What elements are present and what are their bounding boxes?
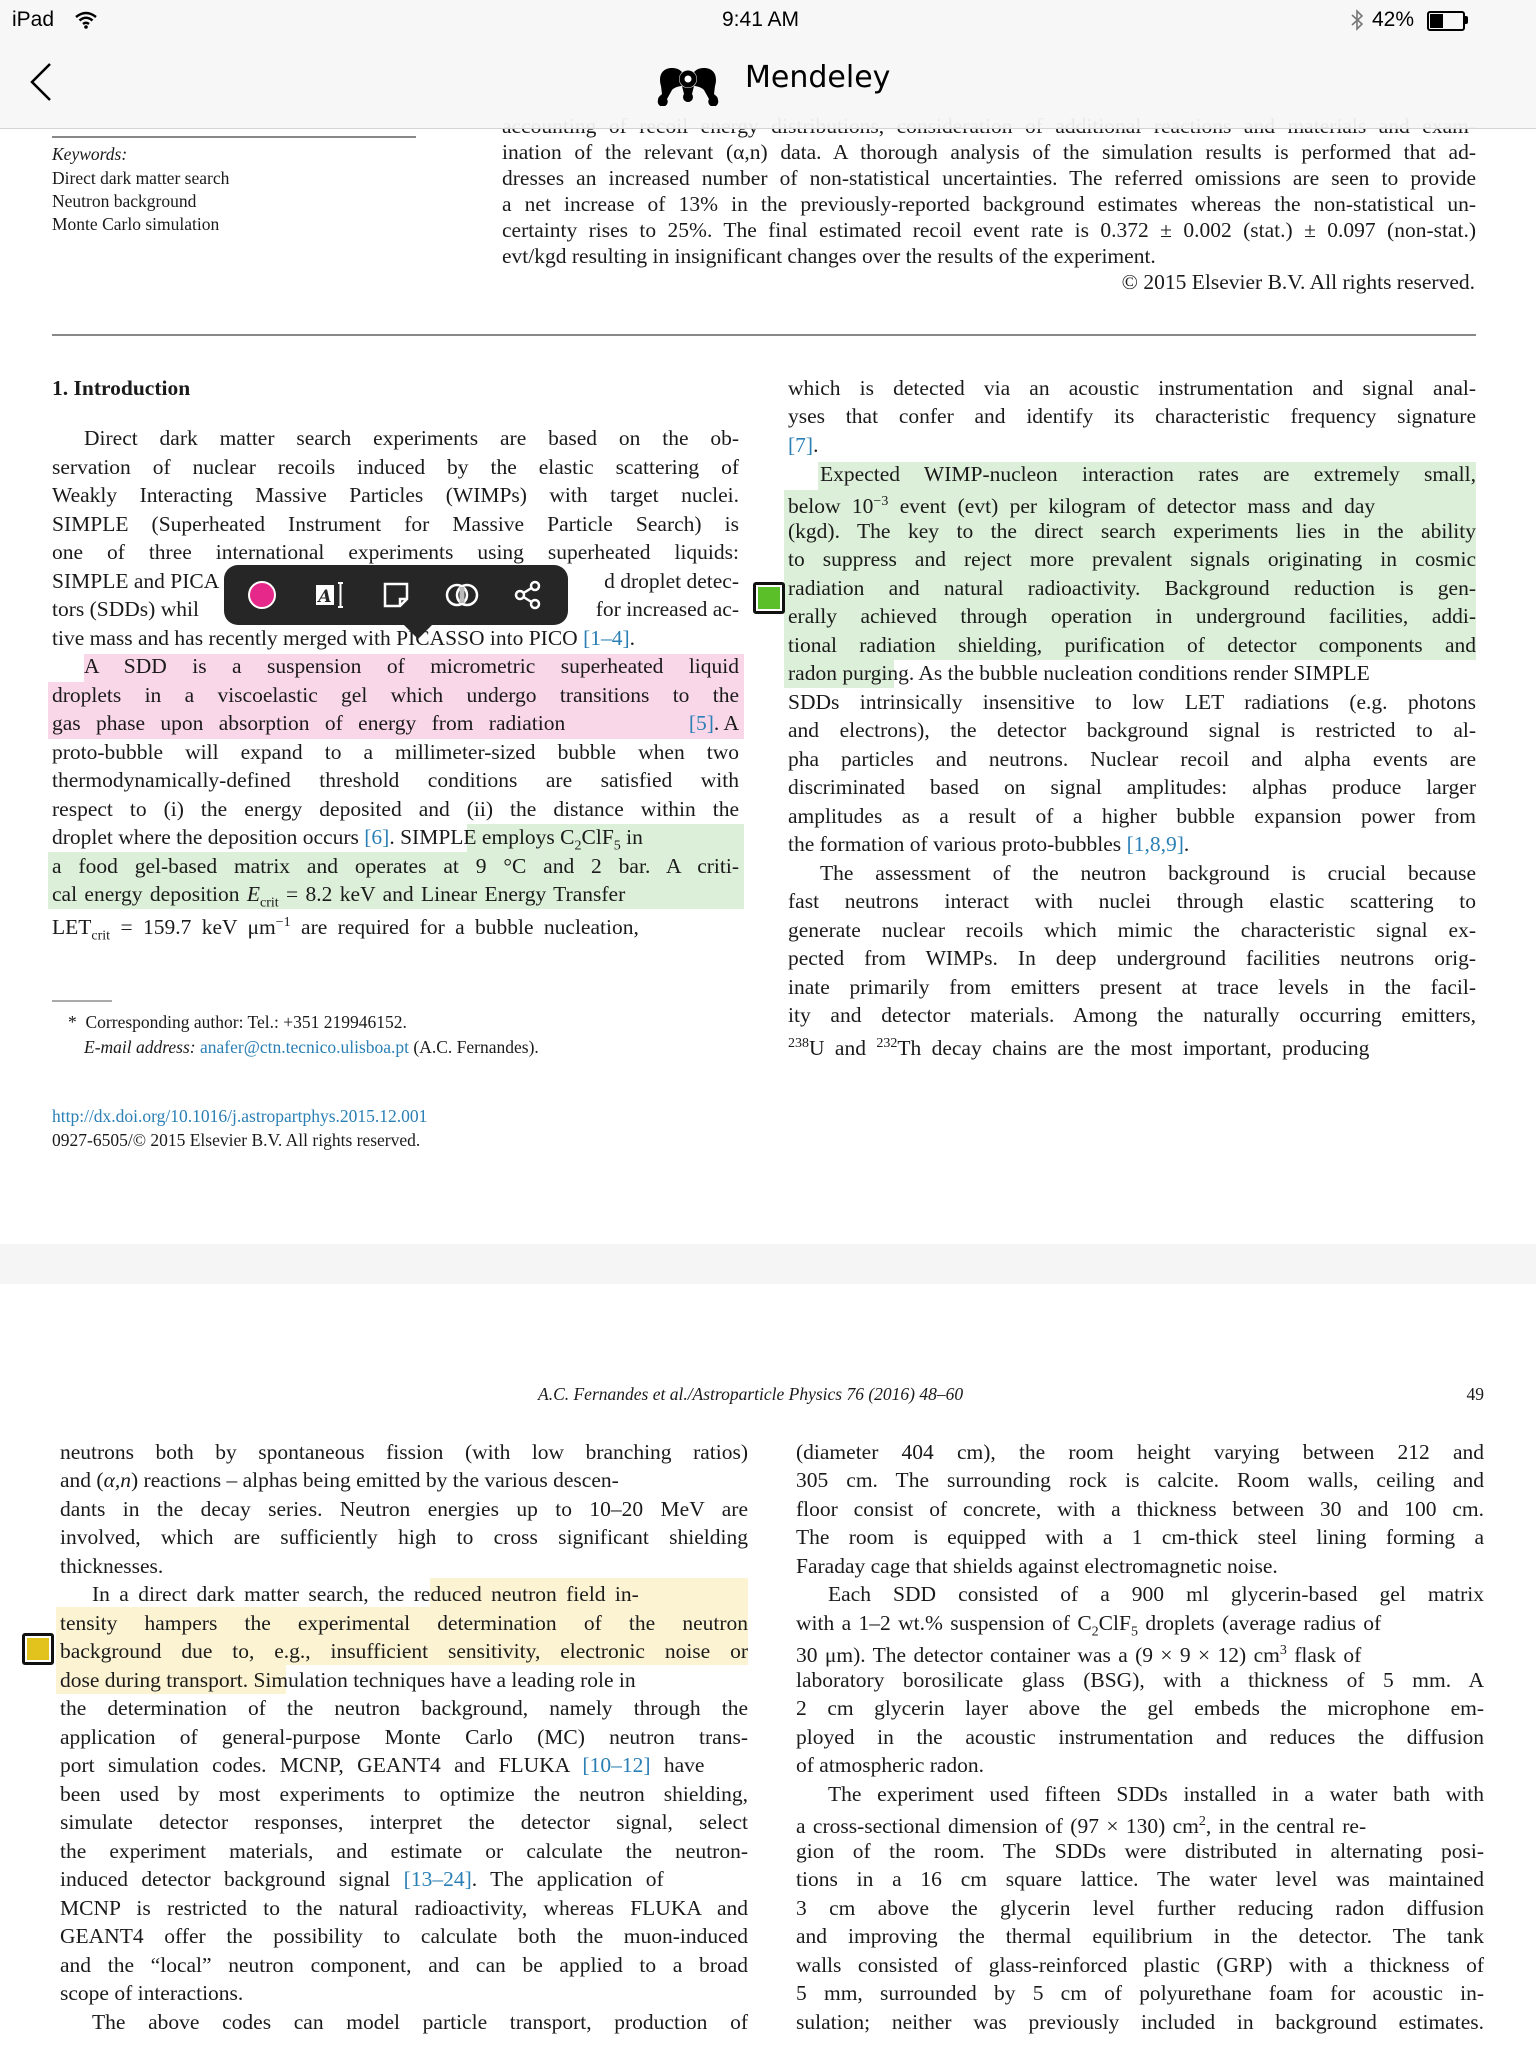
footnote-text: Corresponding author: Tel.: +351 219946152.: [85, 1012, 407, 1032]
citation-link[interactable]: [1–4]: [583, 626, 630, 650]
text-line: Weakly Interacting Massive Particles (WIMPs) with target nuclei.: [52, 483, 739, 507]
text-line: [52, 909, 739, 951]
text-span: a cross-sectional dimension of (97 × 130) cm: [796, 1814, 1199, 1839]
text-line: tors (SDDs) whil: [52, 597, 199, 621]
text-line: [92, 1580, 748, 1609]
text-span: are required for a bubble nucleation,: [290, 915, 639, 940]
text-line: tensity hampers the experimental determination of the neutron: [60, 1611, 748, 1635]
text-span: α,n: [103, 1468, 131, 1492]
text-span: . A: [713, 711, 739, 735]
text-line: Each SDD consisted of a 900 ml glycerin-based gel matrix: [828, 1582, 1484, 1606]
footnote-marker: *: [68, 1012, 77, 1032]
text-line: A SDD is a suspension of micrometric superheated liquid: [84, 654, 739, 678]
text-span: U and: [809, 1036, 877, 1061]
citation-link[interactable]: [1,8,9]: [1126, 832, 1184, 856]
text-span: radon purging.: [788, 661, 915, 685]
battery-icon: [1427, 11, 1465, 31]
text-line: The experiment used fifteen SDDs installed in a water bath with: [828, 1782, 1484, 1806]
text-line: dants in the decay series. Neutron energies up to 10–20 MeV are: [60, 1497, 748, 1521]
navigation-bar: [0, 0, 1536, 129]
subscript: 5: [613, 838, 621, 854]
text-line: of atmospheric radon.: [796, 1753, 985, 1777]
citation-link[interactable]: [10–12]: [582, 1753, 651, 1777]
text-line: 5 mm, surrounded by 5 cm of polyurethane foam for acoustic in-: [796, 1981, 1484, 2005]
highlight-color-button[interactable]: [242, 575, 282, 615]
text-line: application of general-purpose Monte Carlo (MC) neutron trans-: [60, 1725, 748, 1749]
text-line: been used by most experiments to optimize the neutron shielding,: [60, 1782, 748, 1806]
share-icon: [513, 580, 543, 610]
text-line: servation of nuclear recoils induced by the elastic scattering of: [52, 455, 739, 479]
text-span: Th decay chains are the most important, producing: [897, 1036, 1370, 1061]
text-span: . SIMPLE employs C: [389, 825, 575, 849]
text-line: pected from WIMPs. In deep underground facilities neutrons orig-: [788, 946, 1476, 970]
text-span: dose during transport.: [60, 1668, 249, 1692]
text-line: (diameter 404 cm), the room height varying between 212 and: [796, 1440, 1484, 1464]
text-span: with a 1–2 wt.% suspension of C: [796, 1611, 1092, 1635]
divider: [52, 136, 416, 138]
back-button[interactable]: [28, 62, 54, 102]
text-span: E: [246, 882, 261, 906]
battery-percent: 42%: [1372, 8, 1415, 31]
text-select-button[interactable]: [310, 575, 350, 615]
text-line: The room is equipped with a 1 cm-thick steel lining forming a: [796, 1525, 1484, 1549]
text-span: the formation of various proto-bubbles: [788, 832, 1127, 856]
text-line: the formation of various proto-bubbles [1,8,9].: [788, 832, 1190, 856]
subscript: 2: [1091, 1624, 1099, 1640]
text-line: ity and detector materials. Among the naturally occurring emitters,: [788, 1003, 1476, 1027]
text-line: pha particles and neutrons. Nuclear recoil and alpha events are: [788, 747, 1476, 771]
text-line: amplitudes as a result of a higher bubble expansion power from: [788, 804, 1476, 828]
keywords-label: Keywords:: [52, 144, 128, 164]
subscript: crit: [91, 928, 111, 944]
text-line: which is detected via an acoustic instrumentation and signal anal-: [788, 376, 1476, 400]
abstract-line: evt/kgd resulting in insignificant changes over the results of the experiment.: [502, 244, 1156, 268]
text-line: scope of interactions.: [60, 1981, 244, 2005]
text-line: GEANT4 offer the possibility to calculate both the muon-induced: [60, 1924, 748, 1948]
text-span: droplets (average radius of: [1137, 1611, 1382, 1635]
text-span: ) reactions – alphas being emitted by the various descen-: [131, 1468, 619, 1492]
text-span: . The application of: [471, 1867, 664, 1891]
text-line: [788, 1030, 1476, 1063]
text-line: The assessment of the neutron background is crucial because: [820, 861, 1476, 885]
text-line: one of three international experiments using superheated liquids:: [52, 540, 739, 564]
abstract-line: dresses an increased number of non-statistical uncertainties. The referred omissions are seen to provide: [502, 166, 1476, 190]
text-line: [52, 709, 739, 738]
note-icon: [382, 581, 410, 609]
overlap-button[interactable]: [442, 575, 482, 615]
doi-link[interactable]: http://dx.doi.org/10.1016/j.astropartphys.2015.12.001: [52, 1106, 428, 1126]
citation-link[interactable]: [13–24]: [403, 1867, 472, 1891]
text-line: laboratory borosilicate glass (BSG), with a thickness of 5 mm. A: [796, 1668, 1484, 1692]
color-dot-icon: [248, 581, 276, 609]
text-line: proto-bubble will expand to a millimeter-sized bubble when two: [52, 740, 739, 764]
text-line: the determination of the neutron background, namely through the: [60, 1696, 748, 1720]
text-span: ClF: [581, 825, 614, 849]
text-line: floor consist of concrete, with a thickness between 30 and 100 cm.: [796, 1497, 1484, 1521]
yellow-note-icon[interactable]: [22, 1633, 54, 1665]
text-line: tive mass and has recently merged with PICASSO into PICO [1–4].: [52, 626, 636, 650]
section-title: 1. Introduction: [52, 376, 191, 400]
text-line: [60, 1466, 748, 1495]
text-cursor-icon: [314, 580, 346, 610]
mendeley-logo-icon: [652, 64, 724, 106]
text-line: respect to (i) the energy deposited and (ii) the distance within the: [52, 797, 739, 821]
issn-text: 0927-6505/© 2015 Elsevier B.V. All rights reserved.: [52, 1130, 421, 1150]
text-line: gion of the room. The SDDs were distributed in alternating posi-: [796, 1839, 1484, 1863]
page-separator: [0, 1244, 1536, 1284]
abstract-line: a net increase of 13% in the previously-reported background estimates whereas the non-statistical un-: [502, 192, 1476, 216]
text-line: erally achieved through operation in underground facilities, addi-: [788, 604, 1476, 628]
abstract-line: certainty rises to 25%. The final estimated recoil event rate is 0.372 ± 0.002 (stat.) ± 0.097 (non-stat.): [502, 218, 1476, 242]
running-header: A.C. Fernandes et al./Astroparticle Physics 76 (2016) 48–60: [538, 1384, 964, 1404]
footnote-divider: [52, 1000, 112, 1002]
footnote-email-line: [84, 1035, 539, 1059]
device-label: iPad: [12, 8, 55, 31]
text-line: ployed in the acoustic instrumentation and reduces the diffusion: [796, 1725, 1484, 1749]
subscript: crit: [260, 895, 279, 911]
text-line: discriminated based on signal amplitudes: alphas produce larger: [788, 775, 1476, 799]
text-line: [788, 659, 1476, 688]
text-line: Faraday cage that shields against electromagnetic noise.: [796, 1554, 1278, 1578]
share-button[interactable]: [508, 575, 548, 615]
citation-link[interactable]: [5]: [688, 711, 714, 735]
text-line: droplets in a viscoelastic gel which undergo transitions to the: [52, 683, 739, 707]
text-line: [7].: [788, 433, 819, 457]
text-span: have: [650, 1753, 705, 1777]
citation-link[interactable]: [6]: [364, 825, 390, 849]
text-span: = 8.2 keV and Linear Energy Transfer: [278, 882, 626, 906]
sticky-note-button[interactable]: [376, 575, 416, 615]
text-line: Expected WIMP-nucleon interaction rates are extremely small,: [820, 462, 1476, 486]
text-line: the experiment materials, and estimate or calculate the neutron-: [60, 1839, 748, 1863]
svg-text:A: A: [318, 587, 332, 607]
text-line: tions in a 16 cm square lattice. The water level was maintained: [796, 1867, 1484, 1891]
text-line: radiation and natural radioactivity. Background reduction is gen-: [788, 576, 1476, 600]
text-line: 305 cm. The surrounding rock is calcite. Room walls, ceiling and: [796, 1468, 1484, 1492]
annotation-toolbar: [224, 565, 568, 625]
text-line: thermodynamically-defined threshold conditions are satisfied with: [52, 768, 739, 792]
text-line: 2 cm glycerin layer above the gel embeds the microphone em-: [796, 1696, 1484, 1720]
text-line: and improving the thermal equilibrium in the detector. The tank: [796, 1924, 1484, 1948]
text-span: In a direct dark matter search,: [92, 1582, 379, 1606]
text-line: 3 cm above the glycerin level further reducing radon diffusion: [796, 1896, 1484, 1920]
superscript: 2: [1198, 1814, 1206, 1829]
text-line: SIMPLE and PICA: [52, 569, 220, 593]
subscript: 2: [574, 838, 582, 854]
green-note-icon[interactable]: [753, 582, 785, 614]
text-line: [788, 488, 1476, 521]
text-line: SIMPLE (Superheated Instrument for Massive Particle Search) is: [52, 512, 739, 536]
text-line: sulation; neither was previously included in background estimates.: [796, 2010, 1484, 2034]
keyword: Direct dark matter search: [52, 168, 230, 188]
text-span: in: [620, 825, 643, 849]
wifi-icon: [74, 11, 98, 29]
subscript: 5: [1130, 1624, 1138, 1640]
footnote-text: (A.C. Fernandes).: [413, 1037, 539, 1057]
text-line: for increased ac-: [595, 597, 739, 621]
back-chevron-icon: [28, 62, 54, 102]
text-line: MCNP is restricted to the natural radioactivity, whereas FLUKA and: [60, 1896, 748, 1920]
text-line: thicknesses.: [60, 1554, 164, 1578]
text-span: port simulation codes. MCNP, GEANT4 and FLUKA: [60, 1753, 583, 1777]
superscript: 238: [788, 1036, 809, 1051]
text-span: , in the central re-: [1205, 1814, 1367, 1839]
text-span: As the bubble nucleation conditions render SIMPLE: [914, 661, 1370, 685]
text-line: involved, which are sufficiently high to cross significant shielding: [60, 1525, 748, 1549]
email-label: E-mail address:: [84, 1037, 196, 1057]
text-line: neutrons both by spontaneous fission (with low branching ratios): [60, 1440, 748, 1464]
text-line: The above codes can model particle transport, production of: [92, 2010, 748, 2034]
text-span: ClF: [1098, 1611, 1131, 1635]
superscript: 3: [1279, 1643, 1287, 1658]
keyword: Neutron background: [52, 191, 197, 211]
keyword: Monte Carlo simulation: [52, 214, 220, 234]
text-span: below 10: [788, 494, 874, 519]
text-span: LET: [52, 915, 92, 940]
battery-tip: [1465, 16, 1468, 24]
text-line: Direct dark matter search experiments are based on the ob-: [84, 426, 739, 450]
text-span: event (evt) per kilogram of detector mass and day: [888, 494, 1376, 519]
text-line: d droplet detec-: [604, 569, 739, 593]
text-span: 30 μm). The detector container was a (9 × 9 × 12) cm: [796, 1643, 1280, 1668]
text-line: walls consisted of glass-reinforced plastic (GRP) with a thickness of: [796, 1953, 1484, 1977]
superscript: 232: [876, 1036, 898, 1051]
text-line: [60, 1666, 748, 1695]
text-line: a food gel-based matrix and operates at 9 °C and 2 bar. A criti-: [52, 854, 739, 878]
text-span: tive mass and has recently merged with PICASSO into PICO: [52, 626, 584, 650]
clock: 9:41 AM: [722, 8, 800, 31]
superscript: −3: [873, 494, 889, 509]
copyright: © 2015 Elsevier B.V. All rights reserved.: [1121, 270, 1475, 294]
superscript: −1: [275, 915, 291, 930]
email-link[interactable]: anafer@ctn.tecnico.ulisboa.pt: [200, 1037, 410, 1057]
text-line: [60, 1751, 748, 1780]
citation-link[interactable]: [7]: [788, 433, 814, 457]
app-title: Mendeley: [745, 60, 891, 95]
text-line: and electrons), the detector background signal is restricted to al-: [788, 718, 1476, 742]
text-line: to suppress and reject more prevalent signals originating in cosmic: [788, 547, 1476, 571]
text-span: induced detector background signal: [60, 1867, 404, 1891]
text-line: SDDs intrinsically insensitive to low LET radiations (e.g. photons: [788, 690, 1476, 714]
text-line: inate primarily from emitters present at trace levels in the facil-: [788, 975, 1476, 999]
text-line: simulate detector responses, interpret the detector signal, select: [60, 1810, 748, 1834]
text-span: droplet where the deposition occurs: [52, 825, 365, 849]
text-span: gas phase upon absorption of energy from radiation: [52, 711, 566, 735]
text-span: Simulation techniques have a leading role in: [248, 1668, 636, 1692]
text-line: background due to, e.g., insufficient sensitivity, electronic noise or: [60, 1639, 748, 1663]
bluetooth-icon: [1350, 9, 1364, 31]
overlap-circles-icon: [444, 581, 480, 609]
abstract-line: ination of the relevant (α,n) data. A thorough analysis of the simulation results is performed that ad-: [502, 140, 1476, 164]
text-span: the reduced neutron field in-: [378, 1582, 639, 1606]
text-line: (kgd). The key to the direct search experiments lies in the ability: [788, 519, 1476, 543]
text-line: generate nuclear recoils which mimic the characteristic signal ex-: [788, 918, 1476, 942]
text-line: [796, 1637, 1484, 1670]
text-span: flask of: [1286, 1643, 1362, 1668]
text-span: = 159.7 keV μm: [110, 915, 276, 940]
text-line: and the “local” neutron component, and can be applied to a broad: [60, 1953, 748, 1977]
battery-level: [1430, 14, 1443, 28]
text-line: yses that confer and identify its characteristic frequency signature: [788, 404, 1476, 428]
text-span: and (: [60, 1468, 104, 1492]
footnote-line: [68, 1010, 407, 1034]
text-line: [60, 1865, 748, 1894]
text-line: fast neutrons interact with nuclei through elastic scattering to: [788, 889, 1476, 913]
page-number: 49: [1466, 1384, 1484, 1404]
text-span: cal energy deposition: [52, 882, 247, 906]
text-line: tional radiation shielding, purification of detector components and: [788, 633, 1476, 657]
text-line: [796, 1808, 1484, 1841]
section-divider: [52, 334, 1476, 336]
